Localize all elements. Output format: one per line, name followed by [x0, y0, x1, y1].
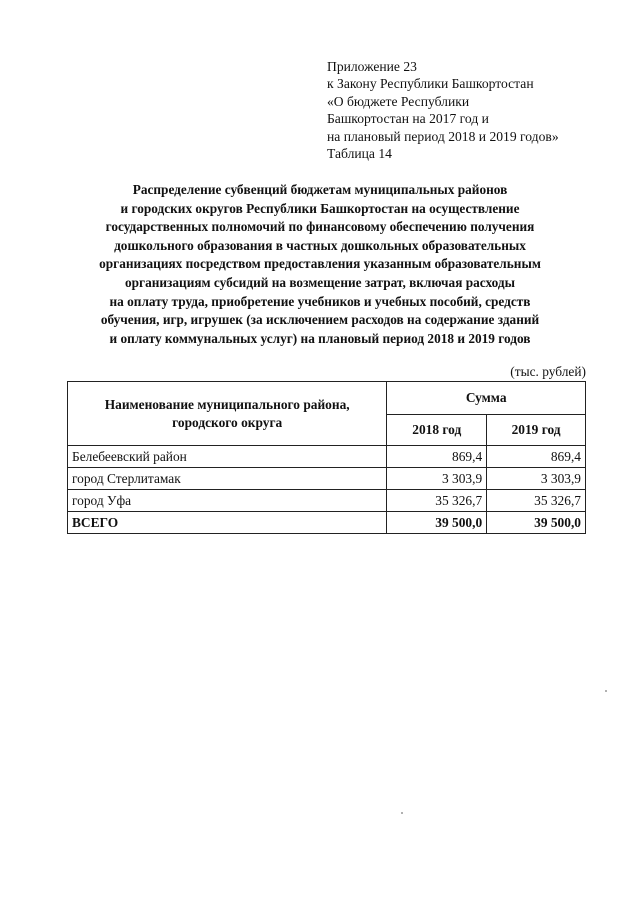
table-row: [68, 490, 586, 512]
row-2019-value: 869,4: [487, 446, 586, 468]
total-2018-value: 39 500,0: [387, 512, 487, 534]
title-line: государственных полномочий по финансовому обеспечению получения: [105, 219, 535, 235]
name-column-header: [68, 382, 387, 446]
table-row: [68, 446, 586, 468]
row-2018-value: 3 303,9: [387, 468, 487, 490]
title-line: и городских округов Республики Башкортостан на осуществление: [120, 200, 520, 216]
appendix-line: «О бюджете Республики: [327, 93, 470, 109]
name-header-line: городского округа: [172, 414, 283, 430]
units-label: (тыс. рублей): [510, 364, 586, 379]
appendix-line: Башкортостан на 2017 год и: [327, 111, 489, 127]
row-name: город Стерлитамак: [68, 468, 387, 490]
total-2019-value: 39 500,0: [487, 512, 586, 534]
row-name: город Уфа: [68, 490, 387, 512]
year-2018-header: 2018 год: [387, 415, 487, 446]
table-number: Таблица 14: [327, 146, 392, 162]
appendix-line: на плановый период 2018 и 2019 годов»: [327, 128, 559, 144]
scan-speck: [605, 690, 607, 692]
row-2018-value: 35 326,7: [387, 490, 487, 512]
appendix-header: [327, 58, 559, 162]
row-2018-value: 869,4: [387, 446, 487, 468]
appendix-line: к Закону Республики Башкортостан: [327, 76, 534, 92]
row-2019-value: 35 326,7: [487, 490, 586, 512]
title-line: организациям субсидий на возмещение затрат, включая расходы: [124, 274, 516, 290]
appendix-line: Приложение 23: [327, 59, 417, 74]
name-header-line: Наименование муниципального района,: [104, 396, 350, 412]
title-line: Распределение субвенций бюджетам муниципальных районов: [132, 182, 508, 197]
row-name: Белебеевский район: [68, 446, 387, 468]
year-2019-header: 2019 год: [487, 415, 586, 446]
total-row: [68, 512, 586, 534]
title-line: дошкольного образования в частных дошкольных образовательных: [114, 237, 526, 253]
title-line: на оплату труда, приобретение учебников и учебных пособий, средств: [109, 293, 531, 309]
title-line: организациях посредством предоставления указанным образовательным: [99, 256, 541, 272]
subvention-table: [67, 381, 586, 534]
total-label: ВСЕГО: [68, 512, 387, 534]
table-row: [68, 468, 586, 490]
scan-speck: [401, 812, 403, 814]
title-line: и оплату коммунальных услуг) на плановый период 2018 и 2019 годов: [109, 330, 531, 346]
table-header-row: [68, 382, 586, 415]
sum-column-header: Сумма: [387, 382, 586, 415]
document-title: [60, 181, 580, 348]
title-line: обучения, игр, игрушек (за исключением расходов на содержание зданий: [100, 312, 540, 328]
row-2019-value: 3 303,9: [487, 468, 586, 490]
